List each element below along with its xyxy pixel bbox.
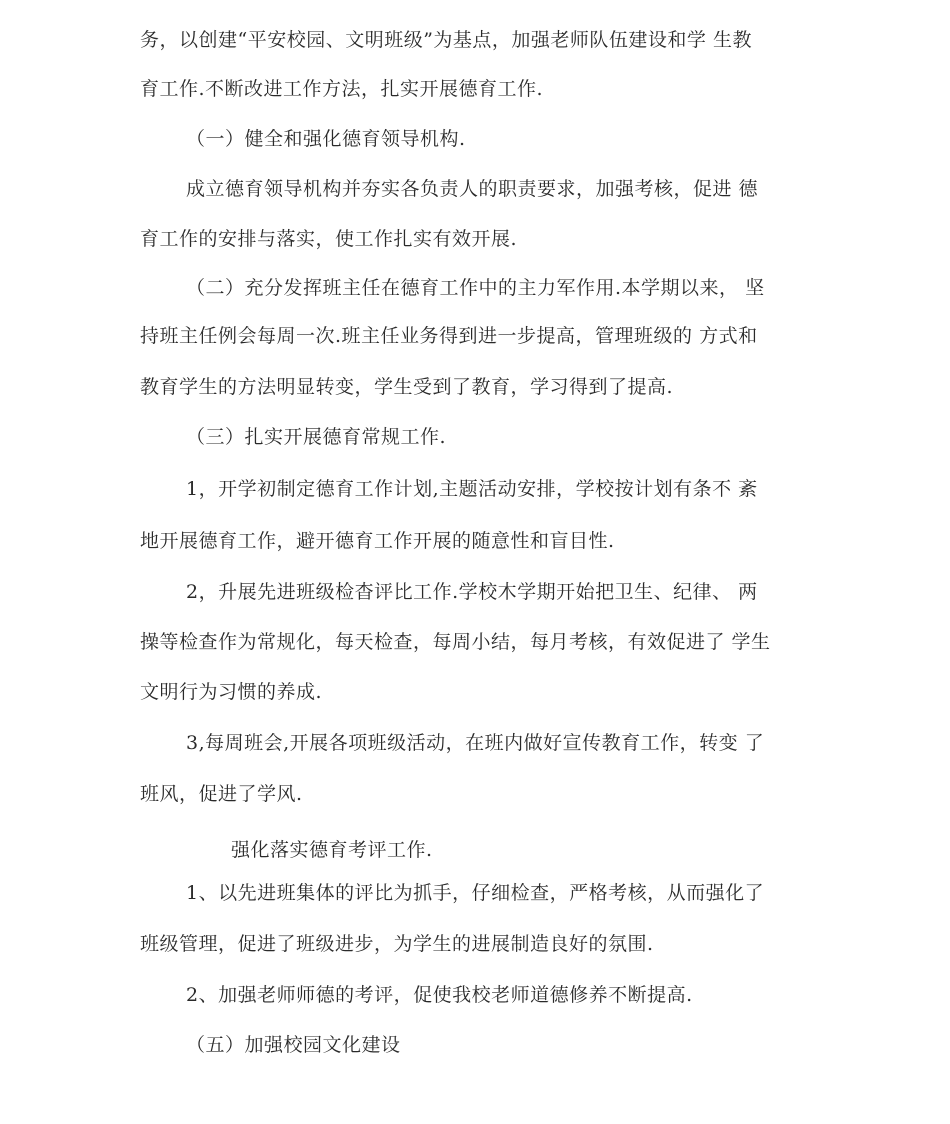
section-heading: （五）加强校园文化建设 xyxy=(186,1034,401,1056)
text-line: 2、加强老师师德的考评，促使我校老师道德修养不断提高. xyxy=(186,984,693,1006)
text-line: 1、以先进班集体的评比为抓手，仔细检查，严格考核，从而强化了 xyxy=(186,882,765,904)
text-line: 务，以创建“平安校园、文明班级”为基点，加强老师队伍建设和学 生教 xyxy=(140,29,752,51)
text-line: 班级管理，促进了班级进步，为学生的进展制造良好的氛围. xyxy=(140,933,654,955)
section-heading: （一）健全和强化德育领导机构. xyxy=(186,128,466,150)
text-line: 班风，促进了学风. xyxy=(140,783,303,805)
text-line: 地开展德育工作，避开德育工作开展的随意性和盲目性. xyxy=(140,530,615,552)
text-line: 2，升展先进班级检杳评比工作.学校木学期开始把卫生、纪律、 两 xyxy=(186,581,758,603)
text-line: 教育学生的方法明显转变，学生受到了教育，学习得到了提高. xyxy=(140,376,674,398)
text-line: 3,每周班会,开展各项班级活动，在班内做好宣传教育工作，转变 了 xyxy=(186,732,765,754)
text-line: 持班主任例会每周一次.班主任业务得到进一步提高，管理班级的 方式和 xyxy=(140,325,758,347)
text-line: 1，开学初制定德育工作计划,主题活动安排，学校按计划有条不 紊 xyxy=(186,478,758,500)
section-heading: （二）充分发挥班主任在德育工作中的主力军作用.本学期以来， 坚 xyxy=(186,277,765,299)
section-heading: 强化落实德育考评工作. xyxy=(231,839,433,861)
text-line: 操等检查作为常规化，每天检查，每周小结，每月考核，有效促进了 学生 xyxy=(140,631,771,653)
text-line: 文明行为习惯的养成. xyxy=(140,681,323,703)
text-line: 育工作.不断改进工作方法，扎实开展德育工作. xyxy=(140,78,544,100)
text-line: 育工作的安排与落实，使工作扎实有效开展. xyxy=(140,228,518,250)
section-heading: （三）扎实开展德育常规工作. xyxy=(186,426,447,448)
text-line: 成立德育领导机构并夯实各负责人的职责要求，加强考核，促进 德 xyxy=(186,178,759,200)
